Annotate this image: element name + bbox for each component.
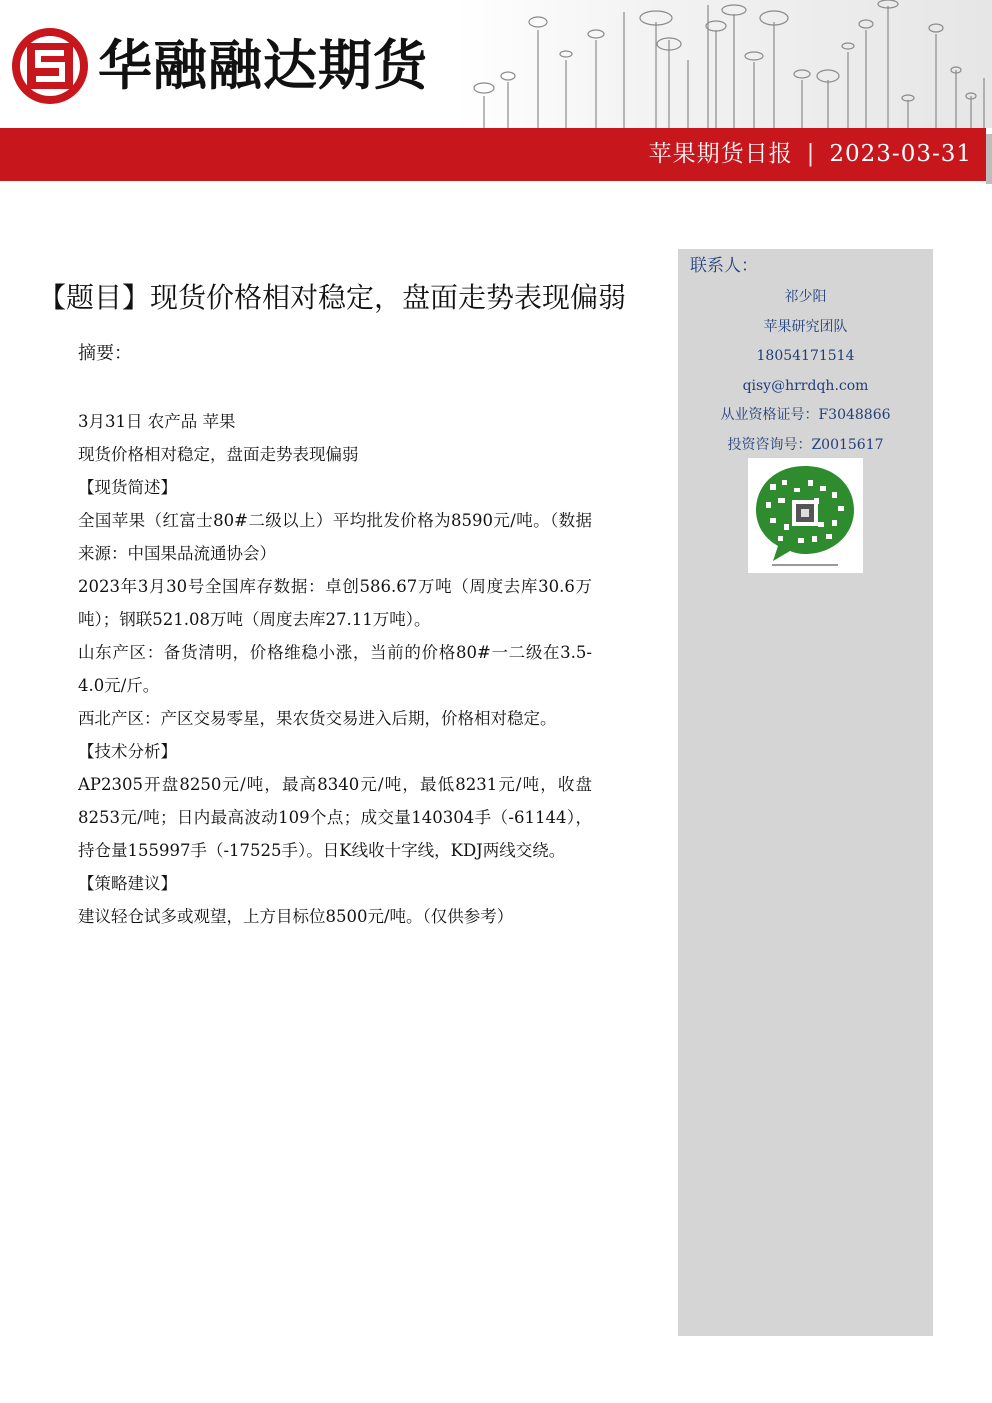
report-title: 【题目】现货价格相对稳定，盘面走势表现偏弱 (38, 281, 627, 314)
contact-advisory: 投资咨询号：Z0015617 (727, 436, 884, 453)
report-date: 2023-03-31 (829, 141, 972, 167)
contact-heading: 联系人： (690, 256, 758, 276)
contact-name: 祁少阳 (784, 289, 827, 305)
contact-team: 苹果研究团队 (763, 318, 848, 335)
wechat-qr-icon (748, 458, 863, 573)
section-heading-technical: 【技术分析】 (78, 742, 177, 761)
report-name: 苹果期货日报 (648, 141, 793, 167)
banner-shadow (986, 134, 992, 184)
banner-text (649, 128, 972, 181)
section-heading-spot: 【现货简述】 (78, 478, 177, 497)
contact-email[interactable]: qisy@hrrdqh.com (742, 377, 869, 394)
contact-phone: 18054171514 (756, 348, 855, 364)
company-logo (10, 26, 90, 106)
contact-list (678, 283, 933, 460)
paragraph-northwest: 西北产区：产区交易零星，果农货交易进入后期，价格相对稳定。 (78, 709, 557, 728)
paragraph-technical: AP2305开盘8250元/吨，最高8340元/吨，最低8231元/吨，收盘8253元/吨；日内最高波动109个点；成交量140304手（-61144），持仓量155997手（-17525手）。日K线收十字线，KDJ两线交绕。 (78, 775, 592, 860)
header-decoration (456, 0, 992, 128)
report-body (78, 405, 592, 933)
paragraph-spot-price: 全国苹果（红富士80#二级以上）平均批发价格为8590元/吨。（数据来源：中国果品流通协会） (78, 511, 592, 563)
paragraph-strategy: 建议轻仓试多或观望，上方目标位8500元/吨。（仅供参考） (78, 907, 514, 926)
contact-license: 从业资格证号：F3048866 (720, 407, 891, 423)
brand-name: 华融融达期货 (98, 34, 428, 97)
section-heading-strategy: 【策略建议】 (78, 874, 177, 893)
banner-separator: | (806, 141, 816, 167)
report-banner (0, 128, 986, 181)
abstract-label: 摘要： (78, 343, 132, 364)
paragraph-date-category: 3月31日 农产品 苹果 (78, 412, 236, 431)
paragraph-summary: 现货价格相对稳定，盘面走势表现偏弱 (78, 445, 359, 464)
paragraph-inventory: 2023年3月30号全国库存数据：卓创586.67万吨（周度去库30.6万吨）；钢联521.08万吨（周度去库27.11万吨）。 (78, 577, 592, 629)
contact-sidebar (678, 249, 933, 1336)
paragraph-shandong: 山东产区：备货清明，价格维稳小涨，当前的价格80#一二级在3.5-4.0元/斤。 (78, 643, 592, 695)
